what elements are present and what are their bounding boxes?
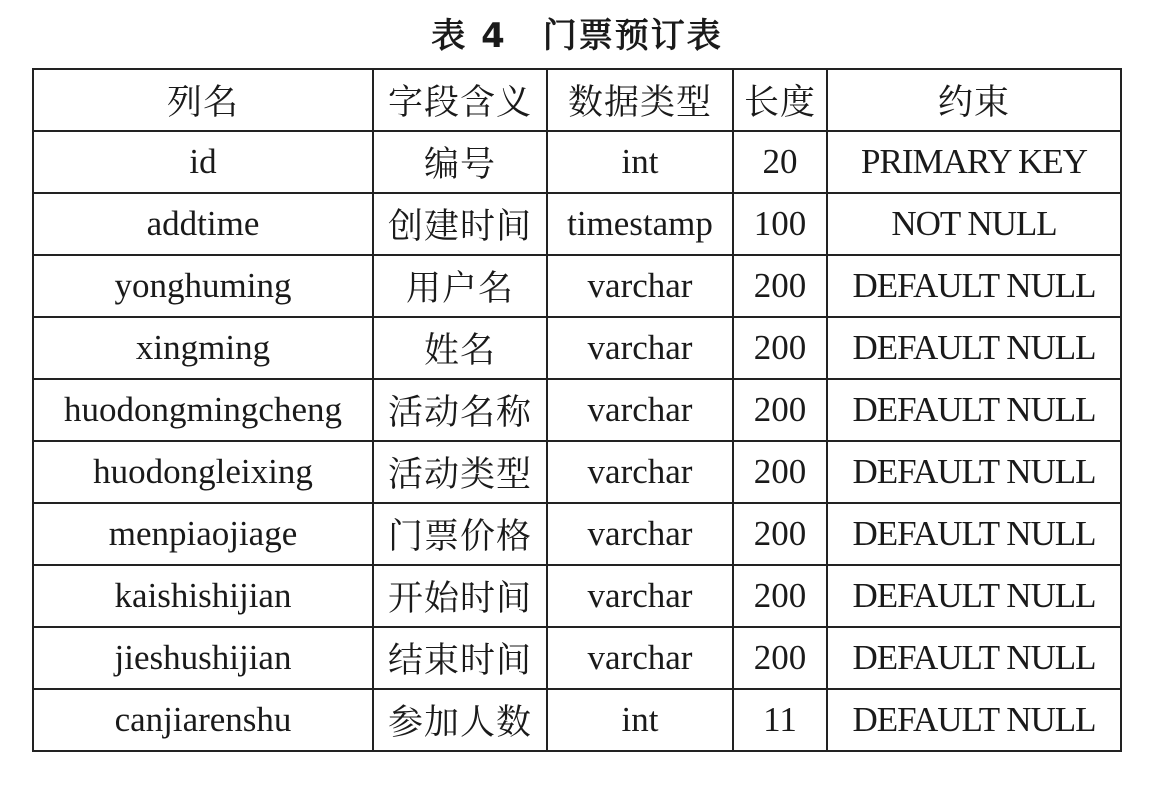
- cell-constraint: DEFAULT NULL: [827, 255, 1121, 317]
- cell-column-name: addtime: [33, 193, 373, 255]
- table-row: [33, 441, 1121, 503]
- cell-length: 11: [733, 689, 827, 751]
- table-row: [33, 503, 1121, 565]
- cell-column-name: menpiaojiage: [33, 503, 373, 565]
- cell-constraint: PRIMARY KEY: [827, 131, 1121, 193]
- cell-constraint: DEFAULT NULL: [827, 503, 1121, 565]
- cell-length: 200: [733, 441, 827, 503]
- cell-length: 200: [733, 503, 827, 565]
- table-row: [33, 255, 1121, 317]
- cell-data-type: varchar: [547, 441, 733, 503]
- table-row: [33, 193, 1121, 255]
- table-number: 表 4: [431, 16, 507, 56]
- table-row: [33, 627, 1121, 689]
- table-row: [33, 689, 1121, 751]
- header-data-type: 数据类型: [547, 69, 733, 131]
- cell-data-type: int: [547, 689, 733, 751]
- cell-data-type: varchar: [547, 565, 733, 627]
- cell-constraint: DEFAULT NULL: [827, 441, 1121, 503]
- cell-column-name: xingming: [33, 317, 373, 379]
- table-row: [33, 565, 1121, 627]
- table-row: [33, 317, 1121, 379]
- table-caption: [0, 8, 1154, 64]
- cell-data-type: varchar: [547, 627, 733, 689]
- cell-length: 200: [733, 379, 827, 441]
- cell-length: 200: [733, 565, 827, 627]
- cell-field-meaning: 姓名: [373, 317, 547, 379]
- cell-field-meaning: 门票价格: [373, 503, 547, 565]
- cell-column-name: huodongmingcheng: [33, 379, 373, 441]
- cell-column-name: huodongleixing: [33, 441, 373, 503]
- cell-field-meaning: 开始时间: [373, 565, 547, 627]
- cell-length: 200: [733, 627, 827, 689]
- cell-data-type: varchar: [547, 503, 733, 565]
- cell-data-type: varchar: [547, 317, 733, 379]
- cell-constraint: DEFAULT NULL: [827, 379, 1121, 441]
- cell-constraint: DEFAULT NULL: [827, 317, 1121, 379]
- table-row: [33, 379, 1121, 441]
- cell-constraint: NOT NULL: [827, 193, 1121, 255]
- header-row: [33, 69, 1121, 131]
- cell-field-meaning: 活动名称: [373, 379, 547, 441]
- cell-constraint: DEFAULT NULL: [827, 565, 1121, 627]
- cell-field-meaning: 编号: [373, 131, 547, 193]
- cell-length: 200: [733, 317, 827, 379]
- header-length: 长度: [733, 69, 827, 131]
- header-field-meaning: 字段含义: [373, 69, 547, 131]
- cell-length: 100: [733, 193, 827, 255]
- table-title: 门票预订表: [542, 16, 723, 56]
- cell-field-meaning: 用户名: [373, 255, 547, 317]
- header-constraint: 约束: [827, 69, 1121, 131]
- cell-column-name: kaishishijian: [33, 565, 373, 627]
- cell-field-meaning: 参加人数: [373, 689, 547, 751]
- cell-column-name: id: [33, 131, 373, 193]
- cell-data-type: varchar: [547, 379, 733, 441]
- schema-table: [32, 68, 1122, 752]
- cell-field-meaning: 结束时间: [373, 627, 547, 689]
- cell-length: 20: [733, 131, 827, 193]
- cell-data-type: int: [547, 131, 733, 193]
- header-column-name: 列名: [33, 69, 373, 131]
- cell-field-meaning: 活动类型: [373, 441, 547, 503]
- cell-length: 200: [733, 255, 827, 317]
- cell-constraint: DEFAULT NULL: [827, 689, 1121, 751]
- cell-column-name: yonghuming: [33, 255, 373, 317]
- cell-data-type: varchar: [547, 255, 733, 317]
- table-row: [33, 131, 1121, 193]
- cell-field-meaning: 创建时间: [373, 193, 547, 255]
- cell-column-name: jieshushijian: [33, 627, 373, 689]
- cell-constraint: DEFAULT NULL: [827, 627, 1121, 689]
- cell-data-type: timestamp: [547, 193, 733, 255]
- cell-column-name: canjiarenshu: [33, 689, 373, 751]
